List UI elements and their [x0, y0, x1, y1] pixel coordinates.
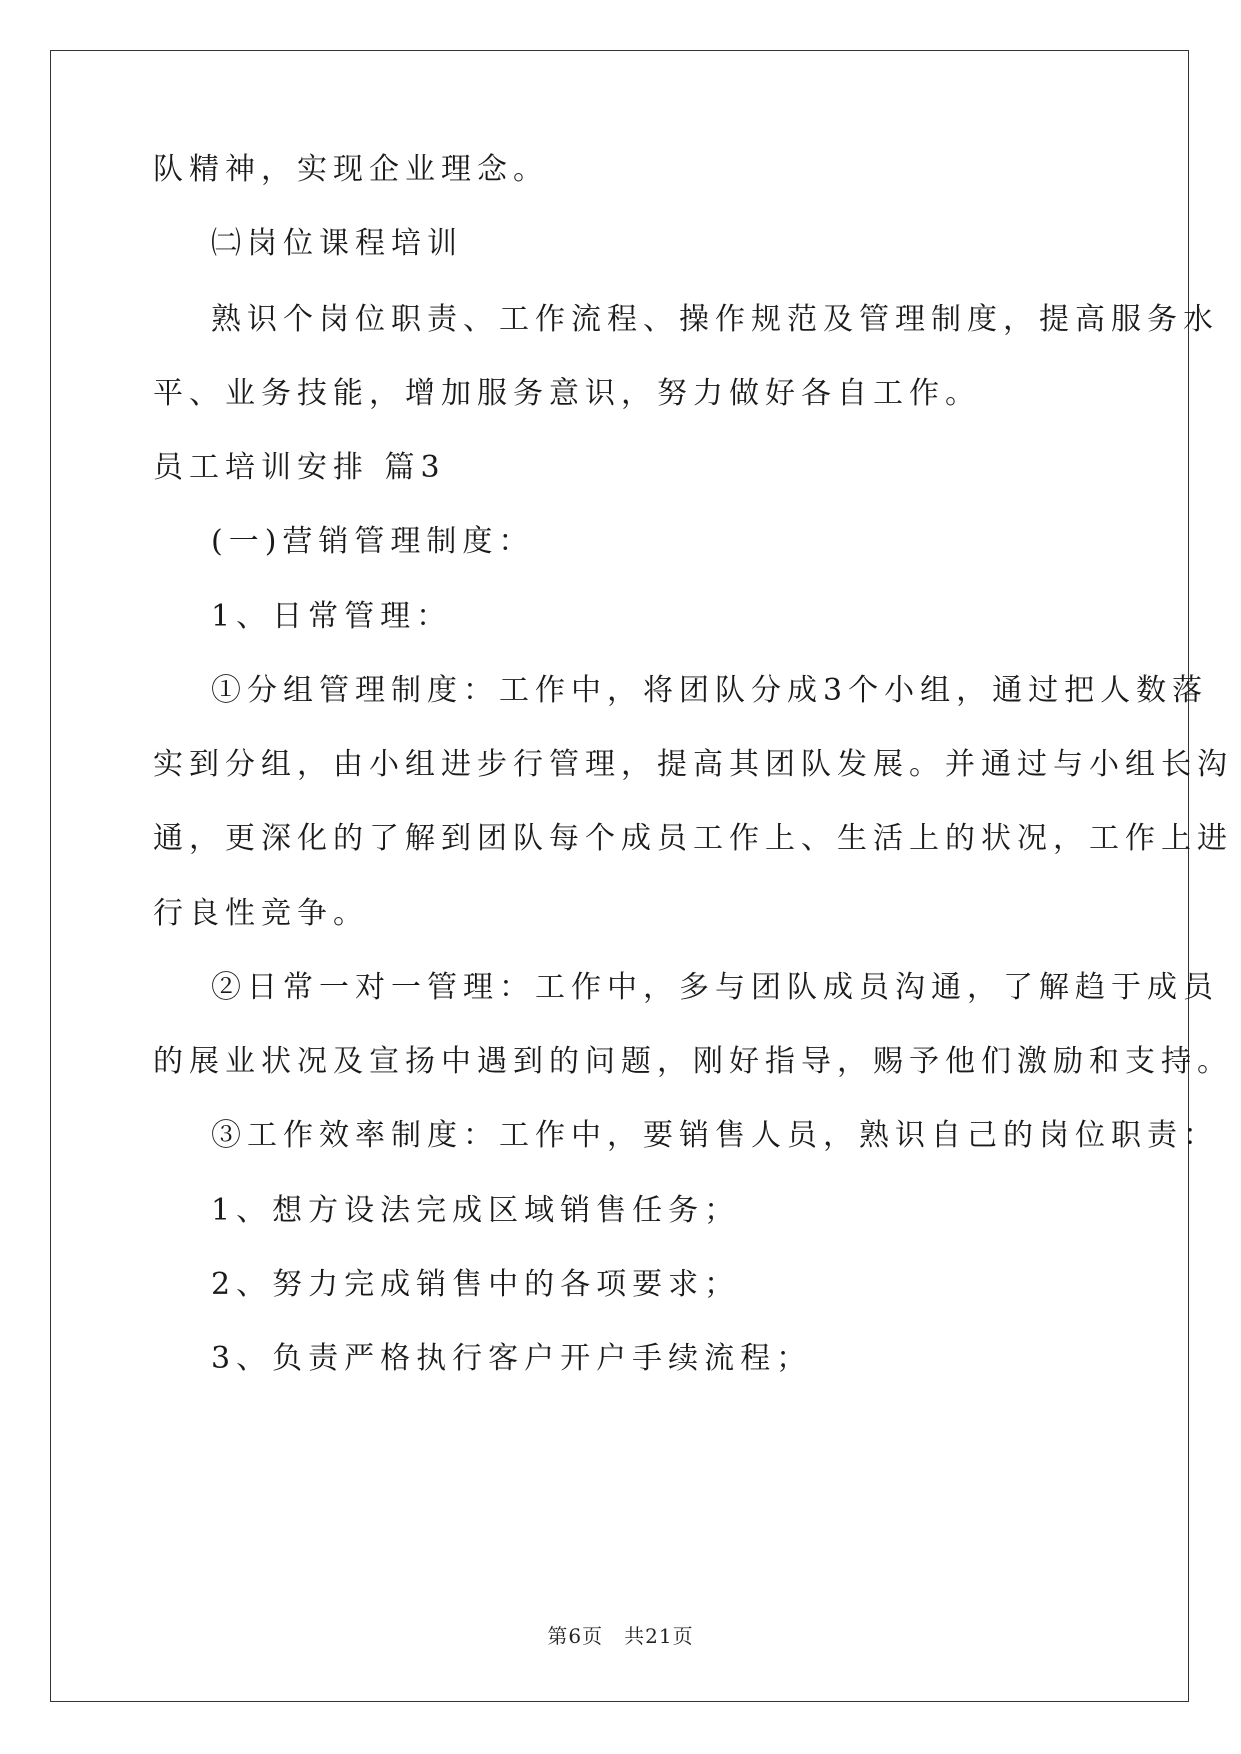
list-item: 2、努力完成销售中的各项要求；	[211, 1267, 741, 1302]
paragraph-line: 通，更深化的了解到团队每个成员工作上、生活上的状况，工作上进	[153, 821, 1233, 856]
paragraph-line: ②日常一对一管理：工作中，多与团队成员沟通，了解趋于成员	[211, 970, 1219, 1005]
chapter-title: 员工培训安排 篇3	[153, 450, 446, 485]
paragraph-line: 实到分组，由小组进步行管理，提高其团队发展。并通过与小组长沟	[153, 747, 1233, 782]
section-heading: (一)营销管理制度：	[211, 524, 535, 559]
paragraph-line: 熟识个岗位职责、工作流程、操作规范及管理制度，提高服务水	[211, 302, 1219, 337]
section-heading: ㈡岗位课程培训	[211, 226, 463, 261]
list-item: 1、想方设法完成区域销售任务；	[211, 1193, 741, 1228]
list-item: 3、负责严格执行客户开户手续流程；	[211, 1341, 813, 1376]
paragraph-line: 平、业务技能，增加服务意识，努力做好各自工作。	[153, 376, 981, 411]
page-border	[50, 50, 1189, 1702]
page-number: 第6页 共21页	[547, 1624, 694, 1648]
paragraph-line: 队精神，实现企业理念。	[153, 152, 549, 187]
paragraph-line: ③工作效率制度：工作中，要销售人员，熟识自己的岗位职责：	[211, 1118, 1219, 1153]
paragraph-line: 的展业状况及宣扬中遇到的问题，刚好指导，赐予他们激励和支持。	[153, 1044, 1233, 1079]
paragraph-line: ①分组管理制度：工作中，将团队分成3个小组，通过把人数落	[211, 673, 1209, 708]
subsection-heading: 1、日常管理：	[211, 599, 453, 634]
paragraph-line: 行良性竞争。	[153, 896, 369, 931]
